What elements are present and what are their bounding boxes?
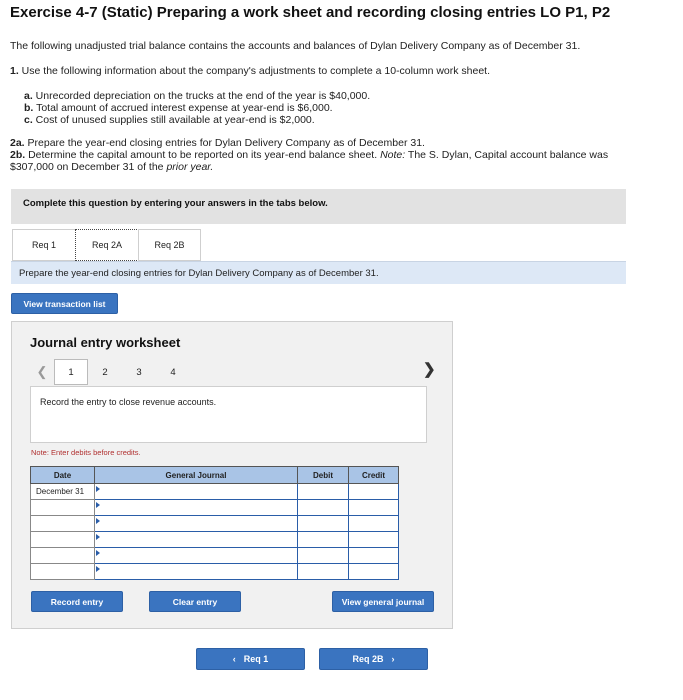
question-1 — [10, 65, 490, 77]
next-req-label: Req 2B — [352, 654, 384, 664]
debit-credit-note: Note: Enter debits before credits. — [31, 448, 141, 457]
table-header-row — [31, 467, 399, 484]
question-1-text: Use the following information about the company's adjustments to complete a 10-column work sheet. — [18, 65, 491, 77]
req-tabs — [12, 229, 200, 261]
worksheet-title: Journal entry worksheet — [30, 335, 181, 350]
question-2b-line2-text: $307,000 on December 31 of the — [10, 161, 167, 173]
question-2b-text2: The S. Dylan, Capital account balance was — [405, 149, 609, 161]
dropdown-marker-icon — [96, 486, 100, 492]
prev-req-button[interactable] — [196, 648, 305, 670]
account-input[interactable] — [95, 564, 298, 580]
account-input[interactable] — [95, 548, 298, 564]
entry-pager — [30, 359, 190, 385]
chevron-left-icon: ‹ — [232, 654, 236, 664]
chevron-right-icon[interactable]: ❯ — [423, 361, 436, 378]
table-row — [31, 564, 399, 580]
table-row — [31, 548, 399, 564]
col-credit: Credit — [349, 467, 399, 484]
item-a-label: a. — [24, 90, 33, 102]
debit-input[interactable] — [298, 500, 349, 516]
question-2b-note-label: Note: — [380, 149, 406, 161]
tab-instruction-bar — [11, 261, 626, 284]
question-2a-text: Prepare the year-end closing entries for Dylan Delivery Company as of December 31. — [24, 137, 425, 149]
page-2[interactable]: 2 — [102, 366, 108, 378]
question-2b-line2-emphasis: prior year. — [166, 161, 214, 173]
debit-input[interactable] — [298, 516, 349, 532]
date-cell[interactable]: December 31 — [31, 484, 95, 500]
tab-req-1[interactable]: Req 1 — [12, 229, 76, 261]
next-req-button[interactable] — [319, 648, 428, 670]
instruction-banner — [11, 189, 626, 224]
item-a-text: Unrecorded depreciation on the trucks at the end of the year is $40,000. — [32, 90, 371, 102]
complete-prompt: Complete this question by entering your answers in the tabs below. — [23, 198, 328, 209]
credit-input[interactable] — [349, 532, 399, 548]
question-2b-text: Determine the capital amount to be reported on its year-end balance sheet. — [25, 149, 381, 161]
credit-input[interactable] — [349, 548, 399, 564]
item-b-label: b. — [24, 102, 34, 114]
date-cell — [31, 500, 95, 516]
tab-instruction: Prepare the year-end closing entries for Dylan Delivery Company as of December 31. — [19, 268, 379, 279]
question-2b-number: 2b. — [10, 149, 26, 161]
entry-instruction-box — [30, 386, 427, 443]
credit-input[interactable] — [349, 516, 399, 532]
table-row — [31, 532, 399, 548]
dropdown-marker-icon — [96, 502, 100, 508]
prev-req-label: Req 1 — [243, 654, 269, 664]
col-general-journal: General Journal — [95, 467, 298, 484]
date-cell — [31, 532, 95, 548]
question-2b-line2 — [10, 161, 213, 173]
dropdown-marker-icon — [96, 518, 100, 524]
question-2a-number: 2a. — [10, 137, 25, 149]
account-input[interactable] — [95, 516, 298, 532]
account-input[interactable] — [95, 484, 298, 500]
question-1-number: 1. — [10, 65, 19, 77]
record-entry-button[interactable]: Record entry — [31, 591, 123, 612]
item-b — [24, 102, 333, 114]
item-c-label: c. — [24, 114, 33, 126]
credit-input[interactable] — [349, 484, 399, 500]
date-cell — [31, 516, 95, 532]
table-row — [31, 484, 399, 500]
dropdown-marker-icon — [96, 550, 100, 556]
item-c-text: Cost of unused supplies still available at year-end is $2,000. — [32, 114, 315, 126]
dropdown-marker-icon — [96, 534, 100, 540]
page-3[interactable]: 3 — [136, 366, 142, 378]
dropdown-marker-icon — [96, 566, 100, 572]
credit-input[interactable] — [349, 500, 399, 516]
question-2b — [10, 149, 608, 161]
tab-req-2b[interactable]: Req 2B — [138, 229, 201, 261]
col-date: Date — [31, 467, 95, 484]
item-a — [24, 90, 370, 102]
col-debit: Debit — [298, 467, 349, 484]
account-input[interactable] — [95, 500, 298, 516]
general-journal-table — [30, 466, 399, 580]
page-4[interactable]: 4 — [170, 366, 176, 378]
debit-input[interactable] — [298, 564, 349, 580]
date-cell — [31, 548, 95, 564]
clear-entry-button[interactable]: Clear entry — [149, 591, 241, 612]
date-cell — [31, 564, 95, 580]
debit-input[interactable] — [298, 484, 349, 500]
credit-input[interactable] — [349, 564, 399, 580]
page-1[interactable]: 1 — [54, 359, 88, 385]
entry-instruction: Record the entry to close revenue accounts. — [40, 397, 217, 407]
item-c — [24, 114, 315, 126]
table-row — [31, 516, 399, 532]
table-row — [31, 500, 399, 516]
intro-text: The following unadjusted trial balance contains the accounts and balances of Dylan Delivery Company as of December 31. — [10, 40, 581, 52]
chevron-left-icon[interactable]: ❮ — [36, 364, 48, 379]
journal-entry-worksheet-panel — [11, 321, 453, 629]
account-input[interactable] — [95, 532, 298, 548]
view-transaction-list-button[interactable]: View transaction list — [11, 293, 118, 314]
debit-input[interactable] — [298, 548, 349, 564]
item-b-text: Total amount of accrued interest expense at year-end is $6,000. — [33, 102, 333, 114]
page-title: Exercise 4-7 (Static) Preparing a work sheet and recording closing entries LO P1, P2 — [10, 4, 611, 21]
debit-input[interactable] — [298, 532, 349, 548]
question-2a — [10, 137, 425, 149]
chevron-right-icon: › — [391, 654, 395, 664]
view-general-journal-button[interactable]: View general journal — [332, 591, 434, 612]
tab-req-2a[interactable]: Req 2A — [75, 229, 139, 261]
